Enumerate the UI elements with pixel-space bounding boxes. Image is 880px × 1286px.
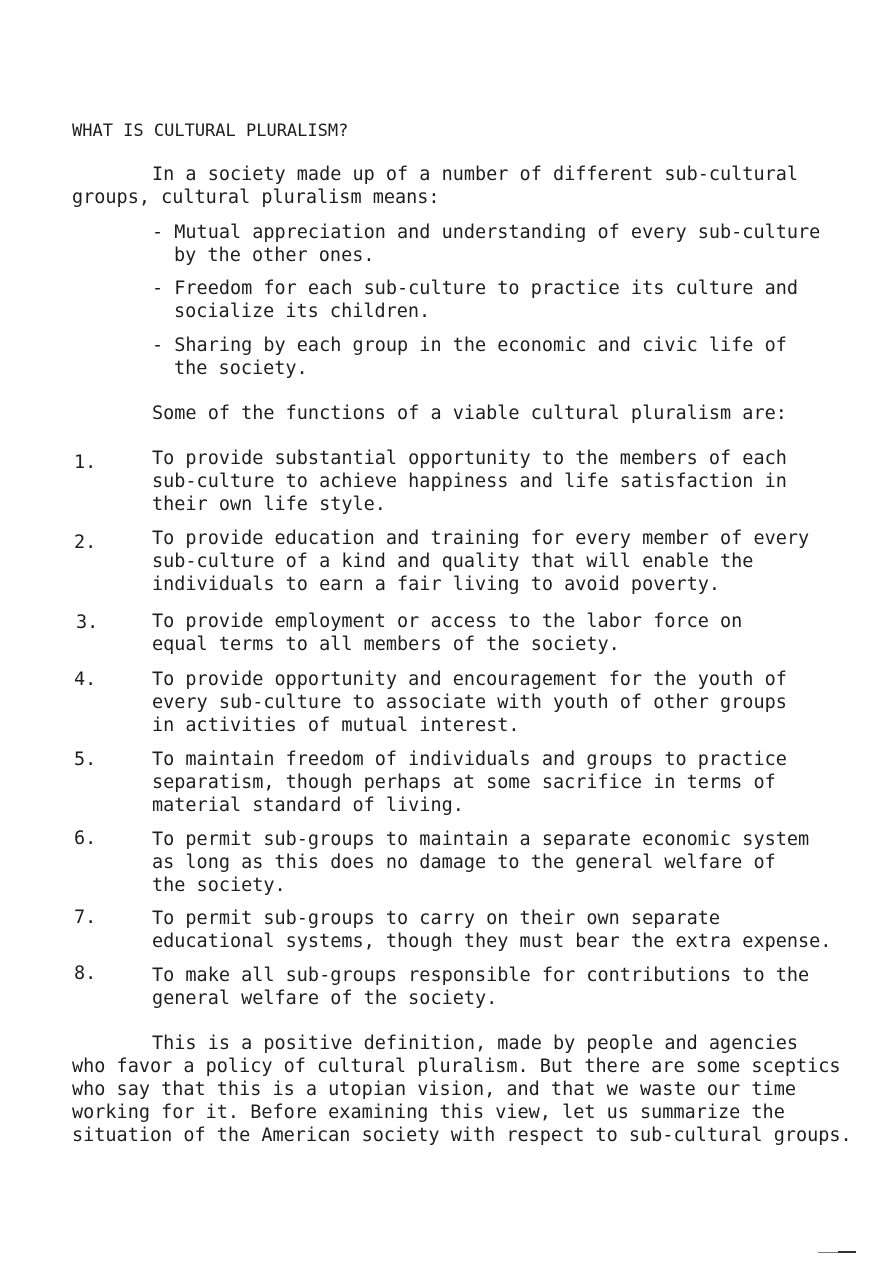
item-text bbox=[152, 907, 831, 953]
closing-line: This is a positive definition, made by people and agencies bbox=[152, 1033, 799, 1054]
functions-intro-text: Some of the functions of a viable cultural pluralism are: bbox=[152, 403, 787, 424]
closing-line: who favor a policy of cultural pluralism. But there are some sceptics bbox=[72, 1056, 841, 1077]
closing-line: situation of the American society with respect to sub-cultural groups. bbox=[72, 1125, 852, 1146]
item-line: equal terms to all members of the society. bbox=[152, 634, 620, 655]
functions-intro bbox=[152, 402, 787, 425]
item-number: 4. bbox=[74, 669, 97, 690]
scan-mark bbox=[818, 1250, 858, 1253]
closing-paragraph bbox=[72, 1032, 852, 1147]
item-number: 5. bbox=[74, 749, 97, 770]
item-line: their own life style. bbox=[152, 494, 386, 515]
item-number: 7. bbox=[74, 907, 97, 928]
item-line: as long as this does no damage to the general welfare of bbox=[152, 852, 776, 873]
item-number: 1. bbox=[74, 452, 97, 473]
item-line: educational systems, though they must bear the extra expense. bbox=[152, 931, 832, 952]
bullet-item bbox=[152, 277, 798, 323]
bullet-line: - Freedom for each sub-culture to practice its culture and bbox=[152, 278, 799, 299]
item-text bbox=[152, 964, 809, 1010]
item-line: To permit sub-groups to carry on their own separate bbox=[152, 908, 721, 929]
item-number: 8. bbox=[74, 963, 97, 984]
item-line: To provide opportunity and encouragement for the youth of bbox=[152, 669, 787, 690]
item-line: the society. bbox=[152, 875, 286, 896]
item-text bbox=[152, 447, 787, 516]
intro-line: groups, cultural pluralism means: bbox=[72, 187, 440, 208]
intro-paragraph bbox=[72, 163, 798, 209]
item-line: To provide employment or access to the labor force on bbox=[152, 611, 743, 632]
bullet-line: - Mutual appreciation and understanding of every sub-culture bbox=[152, 222, 821, 243]
item-line: To permit sub-groups to maintain a separate economic system bbox=[152, 829, 810, 850]
item-line: separatism, though perhaps at some sacrifice in terms of bbox=[152, 772, 776, 793]
item-line: sub-culture of a kind and quality that will enable the bbox=[152, 551, 754, 572]
bullet-line: socialize its children. bbox=[174, 301, 431, 322]
intro-line: In a society made up of a number of different sub-cultural bbox=[152, 164, 799, 185]
item-line: general welfare of the society. bbox=[152, 988, 498, 1009]
bullet-line: the society. bbox=[174, 358, 308, 379]
item-text bbox=[152, 610, 742, 656]
item-line: To provide education and training for every member of every bbox=[152, 528, 810, 549]
item-text bbox=[152, 748, 787, 817]
item-text bbox=[152, 668, 787, 737]
item-line: in activities of mutual interest. bbox=[152, 715, 520, 736]
item-number: 2. bbox=[74, 532, 97, 553]
page-title: WHAT IS CULTURAL PLURALISM? bbox=[72, 121, 349, 141]
item-line: To maintain freedom of individuals and groups to practice bbox=[152, 749, 787, 770]
item-line: individuals to earn a fair living to avoid poverty. bbox=[152, 574, 721, 595]
bullet-line: - Sharing by each group in the economic and civic life of bbox=[152, 335, 787, 356]
item-line: To provide substantial opportunity to the members of each bbox=[152, 448, 787, 469]
bullet-line: by the other ones. bbox=[174, 245, 375, 266]
bullet-item bbox=[152, 334, 787, 380]
item-line: material standard of living. bbox=[152, 795, 464, 816]
item-number: 3. bbox=[76, 612, 99, 633]
item-text bbox=[152, 527, 809, 596]
closing-line: working for it. Before examining this view, let us summarize the bbox=[72, 1102, 785, 1123]
bullet-item bbox=[152, 221, 820, 267]
item-text bbox=[152, 828, 809, 897]
item-line: To make all sub-groups responsible for contributions to the bbox=[152, 965, 810, 986]
item-line: sub-culture to achieve happiness and life satisfaction in bbox=[152, 471, 787, 492]
item-line: every sub-culture to associate with youth of other groups bbox=[152, 692, 787, 713]
item-number: 6. bbox=[74, 828, 97, 849]
closing-line: who say that this is a utopian vision, and that we waste our time bbox=[72, 1079, 796, 1100]
